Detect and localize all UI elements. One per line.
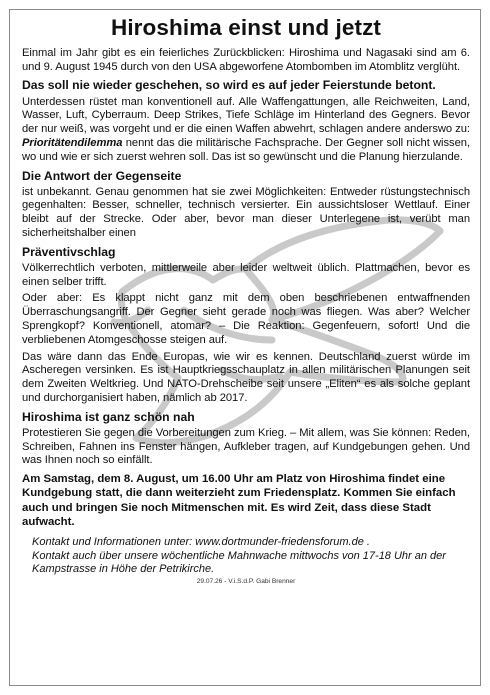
intro-paragraph: Einmal im Jahr gibt es ein feierliches Zurückblicken: Hiroshima und Nagasaki sind am 6. und 9. August 1945 durch von den USA abgeworfene Atombomben im Atomblitz verglüht.: [22, 47, 470, 73]
rearmament-text-after: nennt das die militärische Fachsprache. Der Gegner soll nicht wissen, wo und wie er sich zuerst wehren soll. Das ist so gewünscht und die Planung hierzulande.: [22, 136, 470, 163]
preemptive-paragraph-1: Völkerrechtlich verboten, mittlerweile aber leider weltweit üblich. Plattmachen, bevor es einen selber trifft.: [22, 261, 470, 288]
page-title: Hiroshima einst und jetzt: [110, 15, 382, 40]
contact-line-vigil: Kontakt auch über unsere wöchentliche Mahnwache mittwochs von 17-18 Uhr an der Kampstrasse in Höhe der Petrikirche.: [32, 549, 446, 575]
imprint: 29.07.26 - V.i.S.d.P. Gabi Brenner: [196, 577, 296, 585]
heading-preemptive-strike: Präventivschlag: [22, 244, 116, 259]
lead-statement: Das soll nie wieder geschehen, so wird es auf jeder Feierstunde betont.: [22, 77, 436, 92]
flyer-page: [9, 9, 481, 686]
heading-hiroshima-near: Hiroshima ist ganz schön nah: [22, 409, 195, 424]
preemptive-paragraph-3: Das wäre dann das Ende Europas, wie wir es kennen. Deutschland zuerst würde im Ascheregen versinken. Es ist Hauptkriegsschauplatz in allen militärischen Planungen seit dem Zweiten Weltkrieg. Und NATO-Drehscheibe seit unsere „Eliten“ es als solche geplant und durchorganisiert haben, nämlich ab 2017.: [22, 350, 470, 404]
rearmament-text-before: Unterdessen rüstet man konventionell auf. Alle Waffengattungen, alle Reichweiten, Land, Wasser, Luft, Cyberraum. Deep Strikes, Tiefe Schläge im Hinterland des Gegners. Bevor der nur weiß, was vorgeht und er die einen Waffen abwehrt, schlagen andere anderswo zu:: [22, 95, 470, 136]
contact-line-website: Kontakt und Informationen unter: www.dortmunder-friedensforum.de .: [32, 536, 370, 549]
counter-response-paragraph: ist unbekannt. Genau genommen hat sie zwei Möglichkeiten: Entweder rüstungstechnisch gegenhalten: Besser, schneller, technisch versierter. Ein aussichtsloser Wettlauf. Einer bleibt auf der Strecke. Oder aber, bevor man dieser Unterlegene ist, verübt man sicherheitshalber einen: [22, 185, 470, 239]
rally-announcement: Am Samstag, dem 8. August, um 16.00 Uhr am Platz von Hiroshima findet eine Kundgebung statt, die dann weiterzieht zum Friedensplatz. Kommen Sie einfach auch und bringen Sie noch Mitmenschen mit. Es wird Zeit, dass diese Stadt aufwacht.: [22, 473, 456, 529]
preemptive-paragraph-2: Oder aber: Es klappt nicht ganz mit dem oben beschriebenen entwaffnenden Überraschungsangriff. Der Gegner sieht gerade noch was fliegen. Was aber? Welcher Sprengkopf? Konventionell, atomar? – Die Reaktion: Gegenfeuern, sofort! Und die verbliebenen Atomgeschosse steigen auf.: [22, 292, 470, 346]
heading-counter-response: Die Antwort der Gegenseite: [22, 168, 182, 183]
priority-dilemma-term: Prioritätendilemma: [22, 136, 123, 149]
contact-block: [22, 536, 470, 576]
flyer-content: [22, 14, 470, 586]
rearmament-paragraph: [22, 96, 470, 165]
protest-paragraph: Protestieren Sie gegen die Vorbereitungen zum Krieg. – Mit allem, was Sie können: Reden, Schreiben, Fahnen ins Fenster hängen, Aufkleber tragen, auf Kundgebungen gehen. Und was Ihnen noch so einfällt.: [22, 426, 470, 467]
